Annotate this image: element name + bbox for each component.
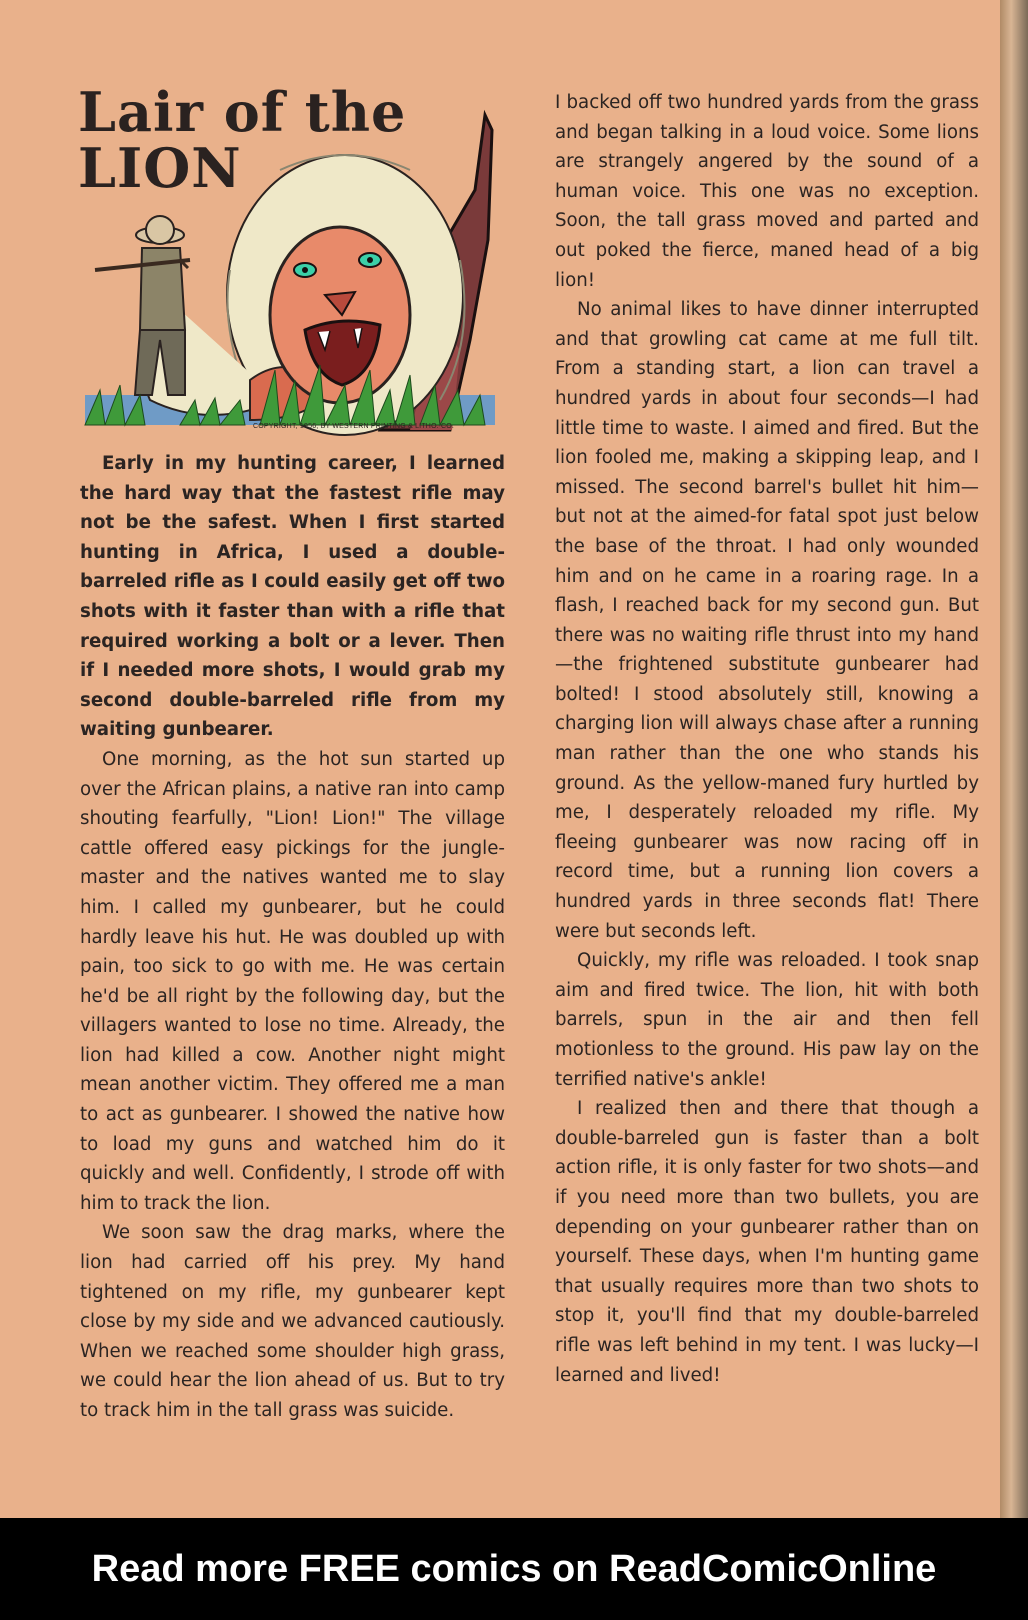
paragraph: One morning, as the hot sun started up over the African plains, a native ran into camp shouting fearfully, "Lion! Lion!" The village cattle offered easy pickings for the jungle-master and the natives wanted me to slay him. I called my gunbearer, but he could hardly leave his hut. He was doubled up with pain, too sick to go with me. He was certain he'd be all right by the following day, but the villagers wanted to lose no time. Already, the lion had killed a cow. Another night might mean another victim. They offered me a man to act as gunbearer. I showed the native how to load my guns and watched him do it quickly and well. Confidently, I strode off with him to track the lion. bbox=[80, 748, 505, 1214]
right-column bbox=[555, 88, 979, 1390]
paragraph: I realized then and there that though a double-barreled gun is faster than a bolt action rifle, it is only faster for two shots—and if you need more than two bullets, you are depending on your gunbearer rather than on yourself. These days, when I'm hunting game that usually requires more than two shots to stop it, you'll find that my double-barreled rifle was left behind in my tent. I was lucky—I learned and lived! bbox=[555, 1098, 979, 1386]
article-title-block bbox=[78, 80, 498, 200]
next-page-edge bbox=[1000, 0, 1028, 1518]
copyright-notice: COPYRIGHT, 1956, BY WESTERN PRINTING & LITHO. CO. bbox=[253, 423, 455, 430]
paragraph: Quickly, my rifle was reloaded. I took snap aim and fired twice. The lion, hit with both barrels, spun in the air and then fell motionless to the ground. His paw lay on the terrified native's ankle! bbox=[555, 950, 979, 1090]
left-column bbox=[80, 449, 505, 1426]
title-line-1: Lair of the bbox=[78, 80, 407, 144]
promo-banner-text: Read more FREE comics on ReadComicOnline bbox=[91, 1547, 937, 1590]
promo-banner[interactable] bbox=[0, 1518, 1028, 1620]
title-line-2: LION bbox=[78, 136, 242, 200]
article-title bbox=[78, 80, 498, 200]
paragraph: We soon saw the drag marks, where the lion had carried off his prey. My hand tightened on my rifle, my gunbearer kept close by my side and we advanced cautiously. When we reached some shoulder high grass, we could hear the lion ahead of us. But to try to track him in the tall grass was suicide. bbox=[80, 1222, 505, 1421]
paragraph: No animal likes to have dinner interrupted and that growling cat came at me full tilt. From a standing start, a lion can travel a hundred yards in about four seconds—I had little time to waste. I aimed and fired. But the lion fooled me, making a skipping leap, and I missed. The second barrel's bullet hit him—but not at the aimed-for fatal spot just below the base of the throat. I had only wounded him and on he came in a roaring rage. In a flash, I reached back for my second gun. But there was no waiting rifle thrust into my hand—the frightened substitute gunbearer had bolted! I stood absolutely still, knowing a charging lion will always chase after a running man rather than the one who stands his ground. As the yellow-maned fury hurtled by me, I desperately reloaded my rifle. My fleeing gunbearer was now racing off in record time, but a running lion covers a hundred yards in three seconds flat! There were but seconds left. bbox=[555, 299, 979, 942]
paragraph-intro: Early in my hunting career, I learned the hard way that the fastest rifle may not be the safest. When I first started hunting in Africa, I used a double-barreled rifle as I could easily get off two shots with it faster than with a rifle that required working a bolt or a lever. Then if I needed more shots, I would grab my second double-barreled rifle from my waiting gunbearer. bbox=[80, 453, 505, 741]
paragraph: I backed off two hundred yards from the grass and began talking in a loud voice. Some lions are strangely angered by the sound of a human voice. This one was no exception. Soon, the tall grass moved and parted and out poked the fierce, maned head of a big lion! bbox=[555, 92, 979, 291]
